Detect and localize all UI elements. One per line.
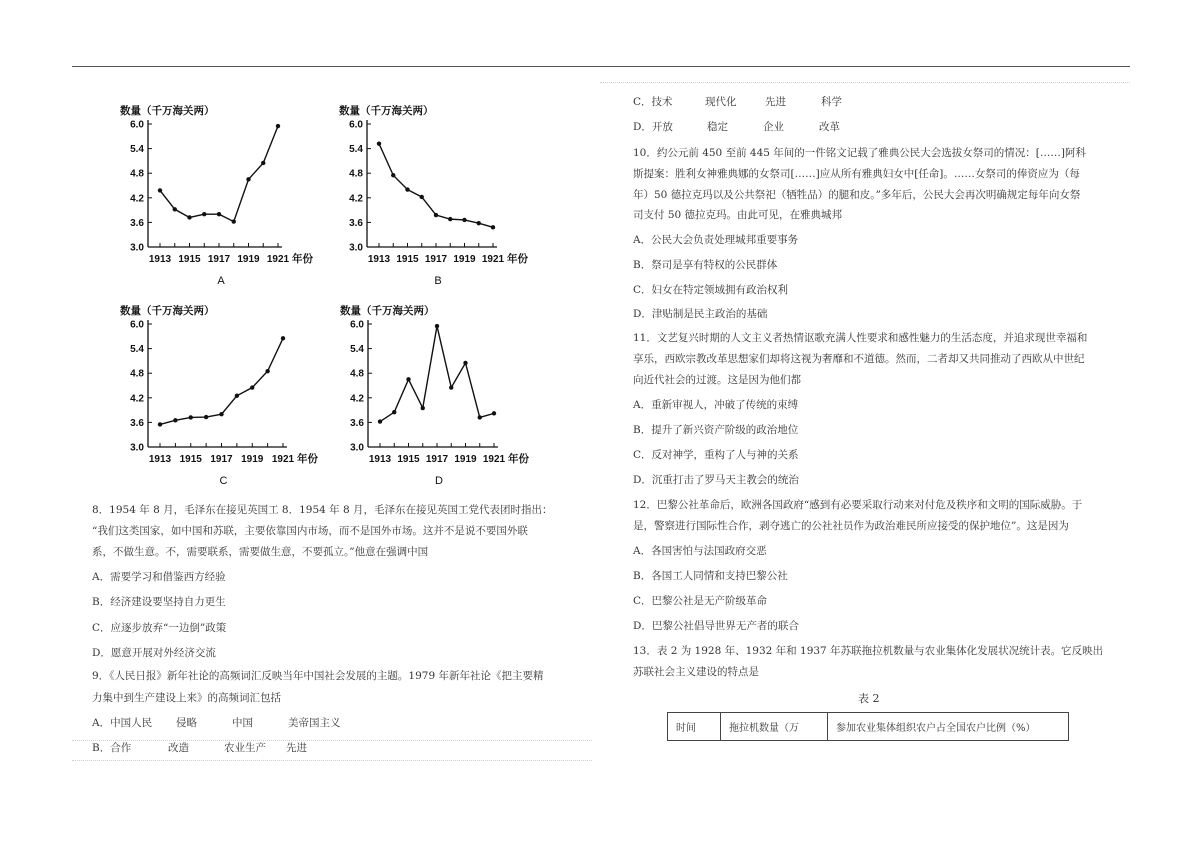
chart-x-tick-label: 1913 (367, 254, 391, 265)
chart-x-tick-label: 1921 (266, 254, 290, 265)
q8-stem-line1: 8．1954 年 8 月，毛泽东在接见英国工 8．1954 年 8 月，毛泽东在接见英国工党代表团时指出： (92, 504, 553, 516)
chart-data-point (448, 217, 452, 221)
chart-y-tick-label: 4.8 (130, 168, 144, 180)
chart-y-tick-label: 6.0 (130, 319, 144, 331)
q9-b-term: B．合作 (92, 742, 132, 754)
chart-data-point (276, 124, 280, 128)
chart-data-point (492, 411, 496, 415)
chart-x-tick-label: 1919 (453, 254, 476, 265)
q8-option-a[interactable]: A．需要学习和借鉴西方经验 (92, 571, 226, 583)
chart-series-line (160, 338, 283, 424)
chart-data-point (158, 422, 162, 426)
chart-y-axis-label: 数量（千万海关两） (120, 105, 215, 117)
q8-option-d[interactable]: D．愿意开展对外经济交流 (92, 647, 216, 659)
q9-stem-line2: 力集中到生产建设上来》的高频词汇包括 (92, 692, 281, 704)
table-caption: 表 2 (858, 692, 880, 705)
q12-option-d[interactable]: D．巴黎公社倡导世界无产者的联合 (633, 620, 799, 632)
chart-data-point (478, 415, 482, 419)
chart-data-point (477, 221, 481, 225)
q8-stem-line2: “我们这类国家，如中国和苏联，主要依靠国内市场，而不是国外市场。这并不是说不要国外联 (92, 525, 528, 537)
q9-d-term: 企业 (763, 121, 784, 133)
q9-b-term: 农业生产 (224, 742, 266, 754)
q9-c-term: 科学 (821, 96, 842, 108)
chart-data-point (219, 412, 223, 416)
q9-a-term: 侵略 (176, 717, 197, 729)
chart-y-tick-label: 3.0 (350, 442, 364, 454)
q11-stem-line1: 11．文艺复兴时期的人文主义者热情讴歌充满人性要求和感性魅力的生活态度，并追求现世幸福和 (633, 332, 1088, 344)
table-header-cell: 参加农业集体组织农户占全国农户比例（%） (828, 713, 1069, 741)
chart-series-line (160, 126, 278, 222)
chart-y-axis-label: 数量（千万海关两） (120, 305, 215, 317)
q10-stem-line3: 年）50 德拉克玛以及公共祭祀（牺牲品）的腿和皮。”多年后，公民大会再次明确规定每年向女祭 (633, 189, 1081, 201)
chart-y-tick-label: 5.4 (130, 144, 144, 156)
chart-series-line (380, 326, 494, 422)
dotted-rule (72, 740, 592, 741)
header-rule (72, 66, 1130, 67)
chart-x-tick-label: 1919 (454, 454, 477, 465)
chart-x-axis-unit: 年份 (297, 453, 318, 465)
chart-y-tick-label: 3.6 (349, 217, 363, 229)
chart-x-tick-label: 1913 (368, 454, 392, 465)
q9-option-b[interactable] (92, 743, 307, 754)
q9-d-term: 改革 (819, 121, 840, 133)
q10-option-c[interactable]: C．妇女在特定领域拥有政治权利 (633, 284, 789, 296)
chart-x-axis-unit: 年份 (292, 253, 313, 265)
q13-stem-line1: 13．表 2 为 1928 年、1932 年和 1937 年苏联拖拉机数量与农业集体化发展状况统计表。它反映出 (633, 645, 1104, 657)
chart-y-tick-label: 5.4 (349, 144, 363, 156)
chart-y-tick-label: 3.6 (350, 417, 364, 429)
chart-x-tick-label: 1921 (271, 454, 295, 465)
chart-data-point (491, 225, 495, 229)
chart-data-point (281, 336, 285, 340)
chart-data-point (232, 219, 236, 223)
q10-stem-line2: 斯提案：胜利女神雅典娜的女祭司[……]应从所有雅典妇女中[任命]。……女祭司的俸资应为（每 (633, 168, 1080, 180)
q11-stem-line3: 向近代社会的过渡。这是因为他们都 (633, 374, 801, 386)
q10-option-a[interactable]: A．公民大会负责处理城邦重要事务 (633, 234, 799, 246)
chart-data-point (421, 406, 425, 410)
chart-y-tick-label: 4.2 (130, 193, 144, 205)
q9-option-d[interactable] (633, 122, 840, 133)
chart-data-point (392, 410, 396, 414)
chart-data-point (246, 177, 250, 181)
q10-option-b[interactable]: B．祭司是享有特权的公民群体 (633, 259, 778, 271)
q11-option-a[interactable]: A．重新审视人，冲破了传统的束缚 (633, 399, 799, 411)
chart-panel-label: C (219, 475, 228, 487)
chart-y-tick-label: 3.6 (130, 217, 144, 229)
chart-x-tick-label: 1917 (424, 254, 448, 265)
q9-c-term: 先进 (765, 96, 786, 108)
q8-option-c[interactable]: C．应逐步放弃“一边倒”政策 (92, 622, 227, 634)
chart-y-tick-label: 4.8 (130, 368, 144, 380)
chart-data-point (202, 212, 206, 216)
chart-x-tick-label: 1913 (148, 454, 172, 465)
chart-x-axis-unit: 年份 (507, 253, 528, 265)
q9-option-c[interactable] (633, 97, 842, 108)
chart-panel-label: B (434, 275, 442, 287)
chart-y-tick-label: 6.0 (350, 319, 364, 331)
chart-data-point (217, 212, 221, 216)
chart-y-tick-label: 3.0 (130, 442, 144, 454)
chart-data-point (158, 188, 162, 192)
q9-option-a[interactable] (92, 718, 341, 729)
chart-y-tick-label: 4.2 (349, 193, 363, 205)
chart-y-tick-label: 3.6 (130, 417, 144, 429)
chart-data-point (434, 213, 438, 217)
chart-data-point (377, 141, 381, 145)
chart-data-point (406, 377, 410, 381)
q9-a-term: 美帝国主义 (288, 717, 341, 729)
chart-data-point (378, 419, 382, 423)
q9-d-term: 稳定 (707, 121, 728, 133)
stats-table (667, 712, 1069, 741)
chart-x-tick-label: 1913 (148, 254, 172, 265)
chart-x-tick-label: 1915 (179, 454, 202, 465)
chart-x-tick-label: 1915 (396, 254, 419, 265)
q9-b-term: 改造 (168, 742, 189, 754)
chart-x-tick-label: 1917 (210, 454, 233, 465)
q9-a-term: 中国 (232, 717, 253, 729)
chart-data-point (250, 385, 254, 389)
chart-x-tick-label: 1921 (481, 254, 505, 265)
chart-data-point (261, 161, 265, 165)
q11-option-b[interactable]: B．提升了新兴资产阶级的政治地位 (633, 424, 799, 436)
q12-option-c[interactable]: C．巴黎公社是无产阶级革命 (633, 595, 768, 607)
chart-data-point (173, 418, 177, 422)
q12-option-a[interactable]: A．各国害怕与法国政府交恶 (633, 545, 767, 557)
chart-data-point (189, 415, 193, 419)
q11-option-d[interactable]: D．沉重打击了罗马天主教会的统治 (633, 474, 799, 486)
chart-y-axis-label: 数量（千万海关两） (340, 305, 435, 317)
chart-data-point (463, 361, 467, 365)
dotted-rule (72, 760, 592, 761)
chart-y-tick-label: 3.0 (349, 242, 363, 254)
chart-panel-label: D (435, 475, 443, 487)
chart-y-axis-label: 数量（千万海关两） (339, 105, 434, 117)
chart-data-point (420, 195, 424, 199)
q12-option-b[interactable]: B．各国工人同情和支持巴黎公社 (633, 570, 788, 582)
dotted-rule (600, 82, 1130, 83)
chart-y-tick-label: 4.2 (130, 393, 144, 405)
q9-stem-line1: 9．《人民日报》新年社论的高频词汇反映当年中国社会发展的主题。1979 年新年社论《把主要精 (92, 670, 544, 682)
q9-d-term: D．开放 (633, 121, 673, 133)
chart-y-tick-label: 6.0 (349, 119, 363, 131)
chart-y-tick-label: 6.0 (130, 119, 144, 131)
chart-y-tick-label: 4.8 (349, 168, 363, 180)
q9-c-term: 现代化 (705, 96, 737, 108)
chart-data-point (449, 385, 453, 389)
table-header-row (668, 713, 1069, 741)
q12-stem-line2: 是，警察进行国际性合作，剥夺逃亡的公社社员作为政治难民所应接受的保护地位”。这是因为 (633, 520, 1069, 532)
q9-b-term: 先进 (286, 742, 307, 754)
chart-x-tick-label: 1919 (237, 254, 260, 265)
q10-stem-line4: 司支付 50 德拉克玛。由此可见，在雅典城邦 (633, 209, 843, 221)
chart-panel-label: A (217, 275, 225, 287)
q10-stem-line1: 10．约公元前 450 至前 445 年间的一件铭文记载了雅典公民大会选拔女祭司的情况：[……]阿科 (633, 147, 1086, 159)
q11-option-c[interactable]: C．反对神学，重构了人与神的关系 (633, 449, 799, 461)
chart-x-axis-unit: 年份 (508, 453, 529, 465)
chart-data-point (405, 187, 409, 191)
q8-option-b[interactable]: B．经济建设要坚持自力更生 (92, 596, 226, 608)
chart-data-point (435, 324, 439, 328)
chart-x-tick-label: 1917 (207, 254, 231, 265)
chart-y-tick-label: 3.0 (130, 242, 144, 254)
chart-data-point (462, 218, 466, 222)
q12-stem-line1: 12．巴黎公社革命后，欧洲各国政府“感到有必要采取行动来对付危及秩序和文明的国际威胁。于 (633, 499, 1083, 511)
chart-data-point (187, 215, 191, 219)
chart-data-point (173, 207, 177, 211)
q9-c-term: C．技术 (633, 96, 673, 108)
chart-x-tick-label: 1915 (178, 254, 201, 265)
chart-x-tick-label: 1919 (241, 454, 264, 465)
chart-y-tick-label: 5.4 (130, 344, 144, 356)
charts-panel (110, 96, 529, 487)
chart-y-tick-label: 4.8 (350, 368, 364, 380)
q8-stem-line3: 系，不做生意。不，需要联系，需要做生意，不要孤立。”他意在强调中国 (92, 546, 429, 558)
chart-data-point (391, 173, 395, 177)
q9-a-term: A．中国人民 (92, 717, 153, 729)
table-header-cell: 拖拉机数量（万 (721, 713, 828, 741)
table-header-cell: 时间 (668, 713, 721, 741)
chart-data-point (265, 369, 269, 373)
q13-stem-line2: 苏联社会主义建设的特点是 (633, 666, 759, 678)
q11-stem-line2: 享乐，西欧宗教改革思想家们却将这视为奢靡和不道德。然而，二者却又共同推动了西欧从中世纪 (633, 353, 1085, 365)
chart-y-tick-label: 5.4 (350, 344, 364, 356)
chart-data-point (204, 415, 208, 419)
chart-x-tick-label: 1915 (397, 454, 420, 465)
chart-x-tick-label: 1917 (425, 454, 449, 465)
line-charts-figure (110, 96, 529, 487)
chart-y-tick-label: 4.2 (350, 393, 364, 405)
chart-data-point (235, 394, 239, 398)
q10-option-d[interactable]: D．津贴制是民主政治的基础 (633, 308, 768, 320)
chart-x-tick-label: 1921 (482, 454, 506, 465)
